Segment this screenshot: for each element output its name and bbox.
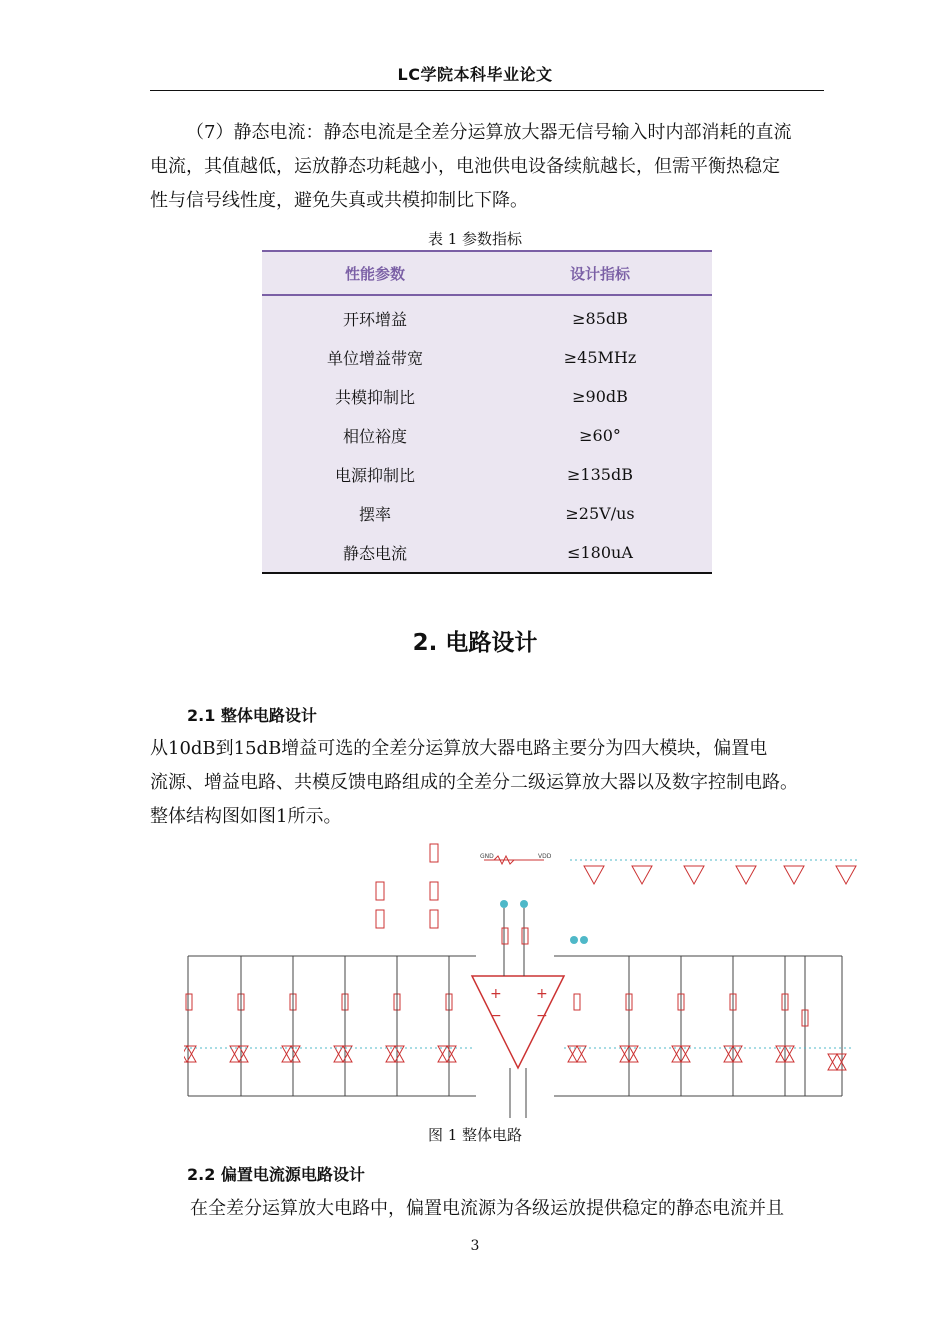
param-name: 静态电流: [262, 533, 488, 573]
param-name: 单位增益带宽: [326, 349, 423, 368]
running-header: LC学院本科毕业论文: [397, 65, 553, 84]
figure-caption: 图 1 整体电路: [427, 1126, 523, 1144]
table-row: [262, 338, 712, 377]
table-row: [262, 295, 712, 338]
gnd-label: GND: [480, 853, 494, 860]
param-value: ≥60°: [579, 426, 621, 445]
svg-text:+: +: [536, 986, 548, 1002]
text-line: 流源、增益电路、共模反馈电路组成的全差分二级运算放大器以及数字控制电路。: [150, 772, 798, 793]
subsection-title: 2.2 偏置电流源电路设计: [187, 1165, 365, 1184]
param-name: 电源抑制比: [334, 466, 415, 485]
top-resistor-group: [376, 844, 544, 944]
table-row: [262, 416, 712, 455]
subsection-title: 2.1 整体电路设计: [187, 706, 317, 725]
parameter-table: [262, 250, 712, 574]
text-line: （7）静态电流：静态电流是全差分运算放大器无信号输入时内部消耗的直流: [186, 122, 792, 143]
param-value: ≥85dB: [572, 309, 628, 328]
section-title: 2. 电路设计: [412, 630, 538, 656]
overall-circuit-schematic: [184, 838, 860, 1120]
right-transmission-gates: [568, 1046, 846, 1070]
param-name: 相位裕度: [342, 427, 407, 446]
right-resistor-ladder: [574, 994, 808, 1026]
table-row: [262, 494, 712, 533]
paragraph-bias-current: [150, 1192, 824, 1226]
param-name: 共模抑制比: [334, 388, 415, 407]
left-resistor-ladder: [186, 994, 452, 1010]
vdd-label: VDD: [538, 853, 552, 860]
param-value: ≥135dB: [567, 465, 633, 484]
header-divider: [150, 90, 824, 91]
text-line: 整体结构图如图1所示。: [150, 806, 342, 827]
param-name: 摆率: [358, 505, 391, 524]
param-value: ≥90dB: [572, 387, 628, 406]
svg-text:+: +: [490, 986, 502, 1002]
text-line: 性与信号线性度，避免失真或共模抑制比下降。: [150, 190, 528, 211]
text-line: 在全差分运算放大电路中，偏置电流源为各级运放提供稳定的静态电流并且: [190, 1198, 784, 1219]
table-row: [262, 533, 712, 573]
pin-markers: [500, 900, 588, 944]
top-switch-array: [570, 860, 860, 884]
column-header-parameter: 性能参数: [262, 251, 488, 295]
param-name: 开环增益: [342, 310, 407, 329]
page-number: 3: [470, 1238, 480, 1254]
paragraph-quiescent-current: [150, 116, 824, 218]
column-header-spec: 设计指标: [488, 251, 712, 295]
paragraph-overall-design: [150, 732, 824, 834]
text-line: 从10dB到15dB增益可选的全差分运算放大器电路主要分为四大模块，偏置电: [150, 738, 768, 759]
table-row: [262, 455, 712, 494]
opamp-symbol: [472, 908, 564, 1118]
text-line: 电流，其值越低，运放静态功耗越小，电池供电设备续航越长，但需平衡热稳定: [150, 156, 780, 177]
svg-text:−: −: [490, 1008, 502, 1024]
svg-text:−: −: [536, 1008, 548, 1024]
param-value: ≥25V/us: [565, 504, 635, 523]
table-row: [262, 377, 712, 416]
param-value: ≤180uA: [488, 533, 712, 573]
table-caption: 表 1 参数指标: [427, 230, 523, 248]
param-value: ≥45MHz: [563, 348, 637, 367]
